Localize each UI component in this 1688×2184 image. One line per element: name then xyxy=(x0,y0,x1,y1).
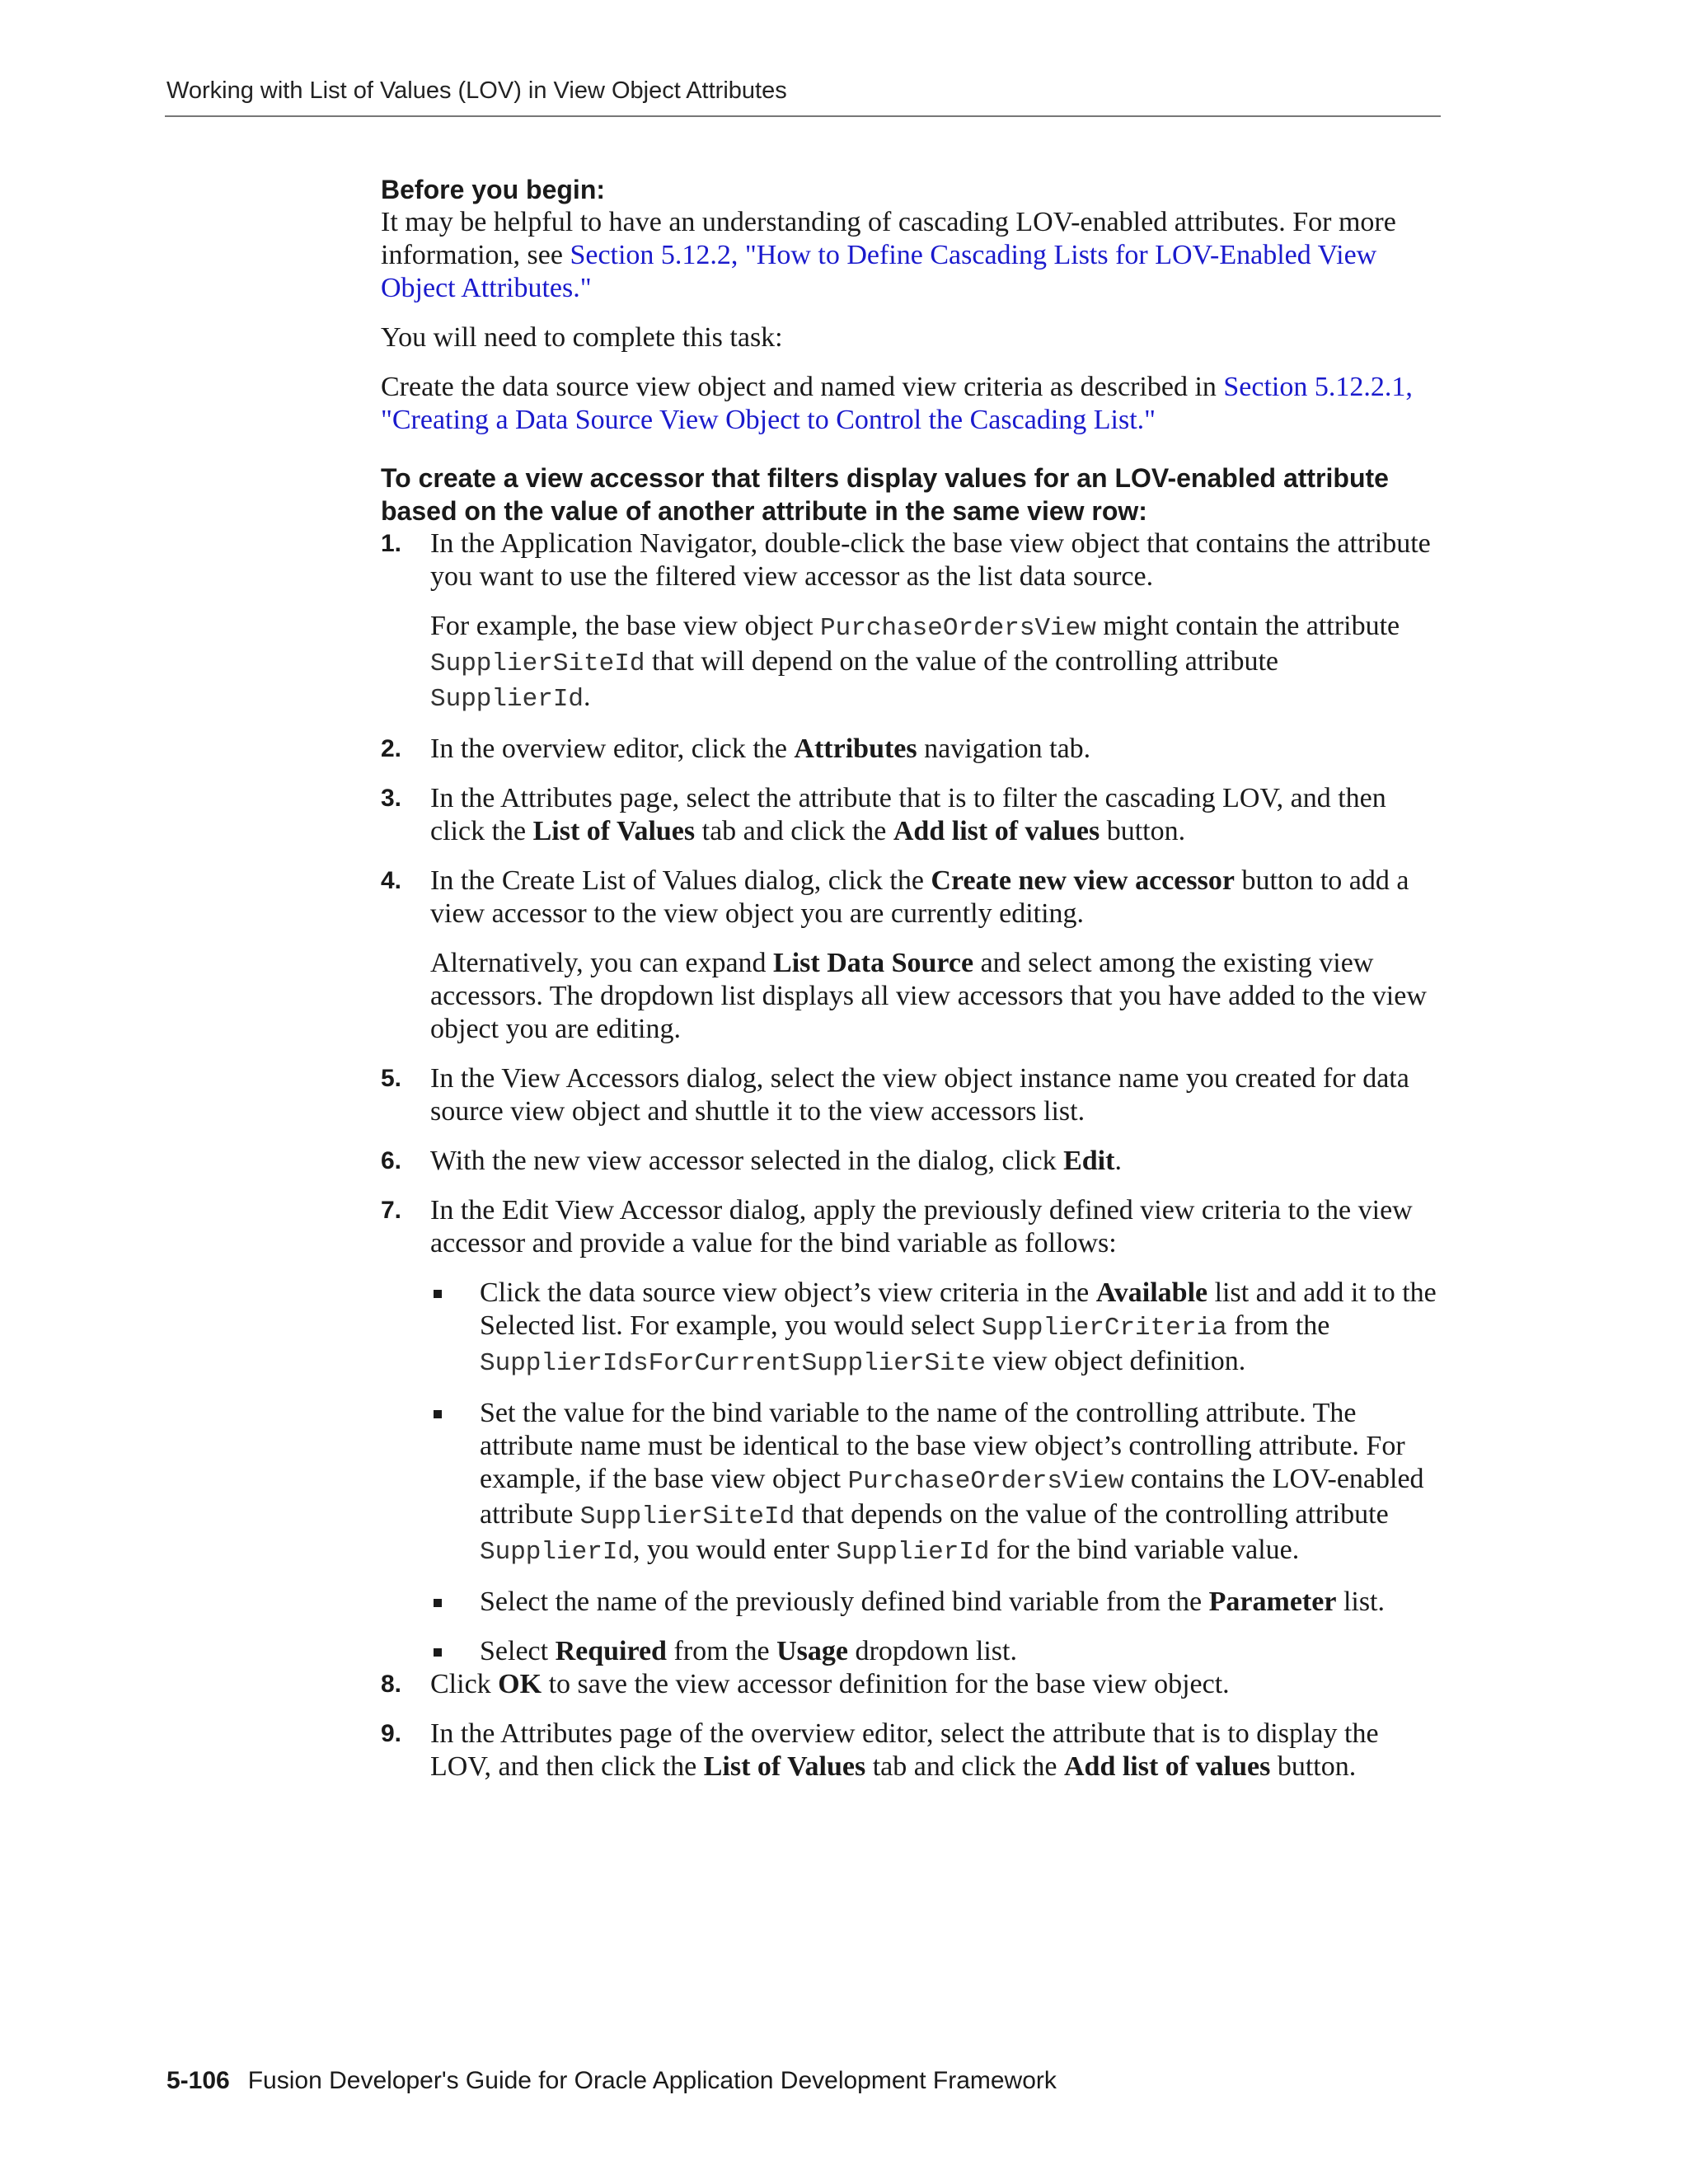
code-supplieridsforcurrentsuppliersite: SupplierIdsForCurrentSupplierSite xyxy=(480,1349,986,1378)
section-5-12-2-1-link[interactable]: Section 5.12.2.1, "Creating a Data Source View Object to Control the Cascading List." xyxy=(381,372,1413,435)
step-text: In the Application Navigator, double-click the base view object that contains the attribute you want to use the filtered view accessor as the list data source. xyxy=(430,528,1431,592)
step-1 xyxy=(381,527,1444,716)
text-run: Click the data source view object’s view criteria in the xyxy=(480,1277,1096,1308)
running-header: Working with List of Values (LOV) in View Object Attributes xyxy=(166,77,787,104)
ui-term-list-of-values: List of Values xyxy=(703,1751,866,1782)
text-run: and select among the existing view accessors. The dropdown list displays all view accessors that you have added to the view object you are editing. xyxy=(430,948,1427,1044)
section-5-12-2-link[interactable]: Section 5.12.2, "How to Define Cascading Lists for LOV-Enabled View Object Attributes." xyxy=(381,240,1377,303)
text-run: contains the LOV-enabled attribute xyxy=(480,1464,1424,1530)
step-number: 4. xyxy=(381,867,402,894)
code-supplierid: SupplierId xyxy=(430,685,584,714)
text-run: button. xyxy=(1270,1751,1357,1782)
step-7 xyxy=(381,1194,1444,1668)
text-run: tab and click the xyxy=(695,816,893,846)
before-intro-text: It may be helpful to have an understanding of cascading LOV-enabled attributes. For more information, see xyxy=(381,207,1396,270)
step-number: 3. xyxy=(381,785,402,812)
ui-term-add-list-of-values: Add list of values xyxy=(1063,1751,1271,1782)
text-run: to save the view accessor definition for the base view object. xyxy=(542,1669,1230,1699)
text-run: . xyxy=(584,682,591,712)
step-1-example xyxy=(430,610,1444,716)
bullet-square-icon xyxy=(434,1290,442,1298)
text-run: , you would enter xyxy=(633,1535,837,1565)
step-6 xyxy=(381,1145,1444,1178)
code-purchaseordersview: PurchaseOrdersView xyxy=(847,1467,1124,1496)
code-purchaseordersview: PurchaseOrdersView xyxy=(820,614,1096,643)
text-run: In the Attributes page of the overview editor, select the attribute that is to display the LOV, and then click the xyxy=(430,1718,1379,1782)
step-text xyxy=(430,1718,1444,1783)
step-number: 8. xyxy=(381,1671,402,1698)
text-run: In the overview editor, click the xyxy=(430,733,795,764)
text-run: Click xyxy=(430,1669,499,1699)
bullet-item xyxy=(430,1397,1444,1569)
task-intro: You will need to complete this task: xyxy=(381,322,783,353)
text-run: With the new view accessor selected in the dialog, click xyxy=(430,1146,1064,1176)
code-supplierid: SupplierId xyxy=(480,1538,634,1567)
text-run: button to add a view accessor to the view object you are currently editing. xyxy=(430,865,1409,929)
text-run: button. xyxy=(1100,816,1186,846)
text-run: from the xyxy=(1226,1310,1330,1341)
ui-term-required: Required xyxy=(555,1636,667,1666)
text-run: dropdown list. xyxy=(848,1636,1017,1666)
bullet-square-icon xyxy=(434,1410,442,1418)
text-run: that depends on the value of the controlling attribute xyxy=(795,1499,1389,1530)
page-footer xyxy=(166,2067,1057,2095)
step-text xyxy=(430,1145,1444,1178)
ui-term-attributes: Attributes xyxy=(794,733,917,764)
text-run: Select xyxy=(480,1636,556,1666)
step-2 xyxy=(381,733,1444,766)
text-run: Set the value for the bind variable to the name of the controlling attribute. The attribute name must be identical to the base view object’s controlling attribute. For example, if the base view object xyxy=(480,1398,1405,1494)
step-7-bullets xyxy=(430,1277,1444,1668)
step-4-alternative xyxy=(430,947,1444,1046)
page-number: 5-106 xyxy=(166,2067,230,2094)
code-suppliersiteid: SupplierSiteId xyxy=(579,1502,795,1531)
text-run: navigation tab. xyxy=(917,733,1091,764)
step-number: 5. xyxy=(381,1065,402,1092)
bullet-item xyxy=(430,1586,1444,1619)
text-run: list and add it to the Selected list. For example, you would select xyxy=(480,1277,1437,1341)
step-number: 9. xyxy=(381,1720,402,1747)
text-run: . xyxy=(1114,1146,1122,1176)
step-number: 2. xyxy=(381,735,402,762)
text-run: For example, the base view object xyxy=(430,611,821,641)
step-number: 1. xyxy=(381,530,402,557)
step-3 xyxy=(381,782,1444,848)
ui-term-list-data-source: List Data Source xyxy=(773,948,974,978)
ui-term-ok: OK xyxy=(498,1669,542,1699)
step-number: 7. xyxy=(381,1197,402,1224)
bullet-text xyxy=(480,1635,1444,1668)
step-4 xyxy=(381,865,1444,1046)
text-run: from the xyxy=(666,1636,777,1666)
text-run: list. xyxy=(1336,1586,1386,1617)
text-run: for the bind variable value. xyxy=(989,1535,1300,1565)
step-text xyxy=(430,1668,1444,1701)
code-suppliercriteria: SupplierCriteria xyxy=(982,1314,1227,1343)
text-run: Alternatively, you can expand xyxy=(430,948,774,978)
bullet-item xyxy=(430,1277,1444,1380)
bullet-square-icon xyxy=(434,1648,442,1657)
ui-term-available: Available xyxy=(1095,1277,1208,1308)
step-text: In the View Accessors dialog, select the view object instance name you created for data source view object and shuttle it to the view accessors list. xyxy=(430,1063,1409,1127)
step-text xyxy=(430,733,1444,766)
step-text xyxy=(430,782,1444,848)
text-run: In the Create List of Values dialog, click the xyxy=(430,865,931,896)
header-rule xyxy=(165,115,1441,117)
ui-term-edit: Edit xyxy=(1063,1146,1115,1176)
ui-term-usage: Usage xyxy=(776,1636,848,1666)
before-heading: Before you begin: xyxy=(381,175,606,204)
ui-term-create-new-view-accessor: Create new view accessor xyxy=(931,865,1235,896)
before-intro xyxy=(381,206,1444,305)
task-text: Create the data source view object and named view criteria as described in xyxy=(381,372,1224,402)
procedure-heading: To create a view accessor that filters display values for an LOV-enabled attribute based on the value of another attribute in the same view row: xyxy=(381,463,1389,526)
text-run: that will depend on the value of the controlling attribute xyxy=(645,646,1279,677)
bullet-text xyxy=(480,1397,1444,1569)
step-5 xyxy=(381,1062,1444,1128)
ui-term-parameter: Parameter xyxy=(1208,1586,1337,1617)
text-run: Select the name of the previously defined bind variable from the xyxy=(480,1586,1209,1617)
text-run: might contain the attribute xyxy=(1095,611,1400,641)
procedure-steps xyxy=(381,527,1444,1783)
step-8 xyxy=(381,1668,1444,1701)
page-content xyxy=(381,173,1444,1800)
text-run: tab and click the xyxy=(865,1751,1064,1782)
bullet-text xyxy=(480,1277,1444,1380)
text-run: view object definition. xyxy=(985,1346,1246,1376)
book-title: Fusion Developer's Guide for Oracle Application Development Framework xyxy=(247,2067,1057,2094)
bullet-text xyxy=(480,1586,1444,1619)
step-text xyxy=(430,865,1444,930)
task-item xyxy=(381,371,1444,437)
step-text: In the Edit View Accessor dialog, apply the previously defined view criteria to the view accessor and provide a value for the bind variable as follows: xyxy=(430,1195,1413,1258)
step-number: 6. xyxy=(381,1147,402,1174)
ui-term-list-of-values: List of Values xyxy=(532,816,696,846)
code-supplierid: SupplierId xyxy=(836,1538,990,1567)
bullet-item xyxy=(430,1635,1444,1668)
bullet-square-icon xyxy=(434,1599,442,1607)
code-suppliersiteid: SupplierSiteId xyxy=(430,649,645,678)
step-9 xyxy=(381,1718,1444,1783)
text-run: In the Attributes page, select the attribute that is to filter the cascading LOV, and then click the xyxy=(430,783,1386,846)
ui-term-add-list-of-values: Add list of values xyxy=(893,816,1100,846)
